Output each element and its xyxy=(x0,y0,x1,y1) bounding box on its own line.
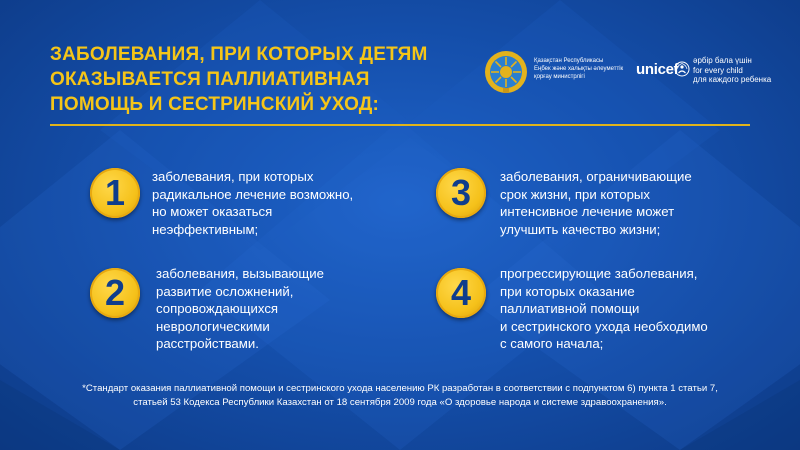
condition-text-line: неврологическими xyxy=(156,318,270,334)
condition-text-line: неэффективным; xyxy=(152,221,259,237)
condition-text-line: расстройствами. xyxy=(156,336,259,351)
condition-text-line: срок жизни, при которых xyxy=(500,186,651,202)
unicef-tagline-line: for every child xyxy=(693,65,743,75)
title-line: ПОМОЩЬ И СЕСТРИНСКИЙ УХОД: xyxy=(50,94,380,115)
footnote-line: *Стандарт оказания паллиативной помощи и сестринского ухода населению РК разработан в соответствии с подпунктом 6) пункта 1 статьи 7, xyxy=(82,383,718,394)
badge-number: 4 xyxy=(450,272,472,313)
condition-text-line: прогрессирующие заболевания, xyxy=(500,266,698,281)
page-title xyxy=(50,42,450,117)
number-badge xyxy=(436,268,486,318)
title-divider xyxy=(50,124,750,126)
number-badge xyxy=(90,168,140,218)
footnote-line: статьей 53 Кодекса Республики Казахстан от 18 сентября 2009 года «О здоровье народа и системе здравоохранения». xyxy=(133,397,667,408)
badge-number: 3 xyxy=(450,172,472,213)
condition-text xyxy=(500,168,710,238)
condition-text-line: при которых оказание xyxy=(500,283,635,299)
unicef-tagline-line: әрбір бала үшін xyxy=(693,56,752,65)
condition-text-line: улучшить качество жизни; xyxy=(500,221,661,237)
condition-text-line: с самого начала; xyxy=(500,336,604,351)
badge-number: 1 xyxy=(104,172,126,213)
condition-text-line: заболевания, вызывающие xyxy=(156,266,324,281)
condition-text-line: заболевания, при которых xyxy=(152,169,314,184)
condition-text-line: паллиативной помощи xyxy=(500,301,640,316)
ministry-name-line: Еңбек және халықты әлеуметтік xyxy=(534,66,624,72)
condition-text-line: заболевания, ограничивающие xyxy=(500,169,692,184)
condition-text xyxy=(152,168,362,238)
condition-text-line: но может оказаться xyxy=(152,204,273,219)
ministry-name-line: Қазақстан Республикасы xyxy=(534,58,604,64)
condition-text-line: сопровождающихся xyxy=(156,301,279,316)
condition-text xyxy=(500,265,710,353)
unicef-wordmark: unicef xyxy=(636,61,679,78)
unicef-tagline xyxy=(693,56,771,85)
condition-text-line: радикальное лечение возможно, xyxy=(152,186,354,202)
number-badge xyxy=(436,168,486,218)
condition-text xyxy=(156,265,366,353)
number-badge xyxy=(90,268,140,318)
condition-text-line: развитие осложнений, xyxy=(156,283,294,299)
condition-text-line: интенсивное лечение может xyxy=(500,204,675,219)
kazakhstan-emblem-icon xyxy=(484,50,528,94)
badge-number: 2 xyxy=(104,272,126,313)
title-line: ОКАЗЫВАЕТСЯ ПАЛЛИАТИВНАЯ xyxy=(50,69,370,90)
ministry-name-line: қорғау министрлігі xyxy=(534,74,585,80)
unicef-emblem-icon xyxy=(674,61,690,77)
unicef-tagline-line: для каждого ребенка xyxy=(693,75,772,84)
title-line: ЗАБОЛЕВАНИЯ, ПРИ КОТОРЫХ ДЕТЯМ xyxy=(50,44,428,65)
condition-text-line: и сестринского ухода необходимо xyxy=(500,318,708,334)
ministry-name xyxy=(534,57,634,81)
footnote xyxy=(0,382,800,410)
